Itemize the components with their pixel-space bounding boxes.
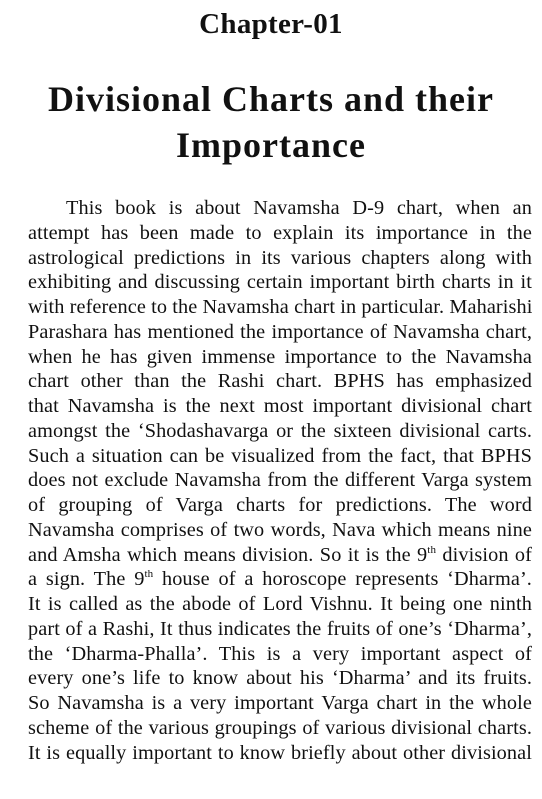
chapter-title: [0, 76, 542, 168]
chapter-label: Chapter-01: [199, 8, 343, 40]
paragraph-line: It is equally important to know briefly about other divisional: [28, 741, 532, 764]
paragraph-line: Such a situation can be visualized from the fact, that BPHS: [28, 444, 532, 467]
paragraph-line: attempt has been made to explain its importance in the: [28, 221, 532, 244]
paragraph-line: It is called as the abode of Lord Vishnu. It being one ninth: [28, 593, 532, 615]
line-text: house of a horoscope represents ‘Dharma’.: [153, 568, 532, 591]
paragraph-line: [28, 567, 532, 592]
paragraph-line: amongst the ‘Shodashavarga or the sixteen divisional carts.: [28, 419, 532, 442]
paragraph-line: that Navamsha is the next most important divisional chart: [28, 395, 532, 417]
paragraph-line: This book is about Navamsha D-9 chart, when an: [66, 197, 532, 219]
paragraph-line: with reference to the Navamsha chart in particular. Maharishi: [28, 296, 533, 318]
line-text: a sign. The 9: [28, 568, 145, 591]
paragraph-line: Navamsha comprises of two words, Nava which means nine: [28, 518, 532, 541]
paragraph-line: of grouping of Varga charts for predictions. The word: [28, 494, 532, 516]
paragraph-line: scheme of the various groupings of various divisional charts.: [28, 716, 532, 739]
paragraph-line: part of a Rashi, It thus indicates the fruits of one’s ‘Dharma’,: [28, 617, 532, 640]
line-text: and Amsha which means division. So it is the 9: [28, 543, 428, 566]
paragraph-line: when he has given immense importance to the Navamsha: [28, 345, 532, 368]
paragraph-line: the ‘Dharma-Phalla’. This is a very important aspect of: [28, 642, 532, 665]
ordinal-suffix: th: [427, 543, 437, 556]
chapter-title-line-1: Divisional Charts and their: [47, 79, 495, 119]
chapter-title-line-2: Importance: [176, 125, 366, 165]
paragraph-line: does not exclude Navamsha from the different Varga system: [28, 469, 532, 492]
paragraph-line: So Navamsha is a very important Varga chart in the whole: [28, 692, 532, 714]
paragraph-line: [28, 543, 532, 568]
body-paragraph: [28, 196, 532, 765]
paragraph-line: astrological predictions in its various chapters along with: [28, 246, 532, 269]
paragraph-line: chart other than the Rashi chart. BPHS has emphasized: [28, 370, 532, 393]
ordinal-suffix: th: [144, 568, 154, 581]
paragraph-line: Parashara has mentioned the importance of Navamsha chart,: [28, 320, 532, 343]
paragraph-line: every one’s life to know about his ‘Dharma’ and its fruits.: [28, 667, 532, 690]
line-text: division of: [436, 543, 532, 566]
paragraph-line: exhibiting and discussing certain important birth charts in it: [28, 271, 532, 294]
